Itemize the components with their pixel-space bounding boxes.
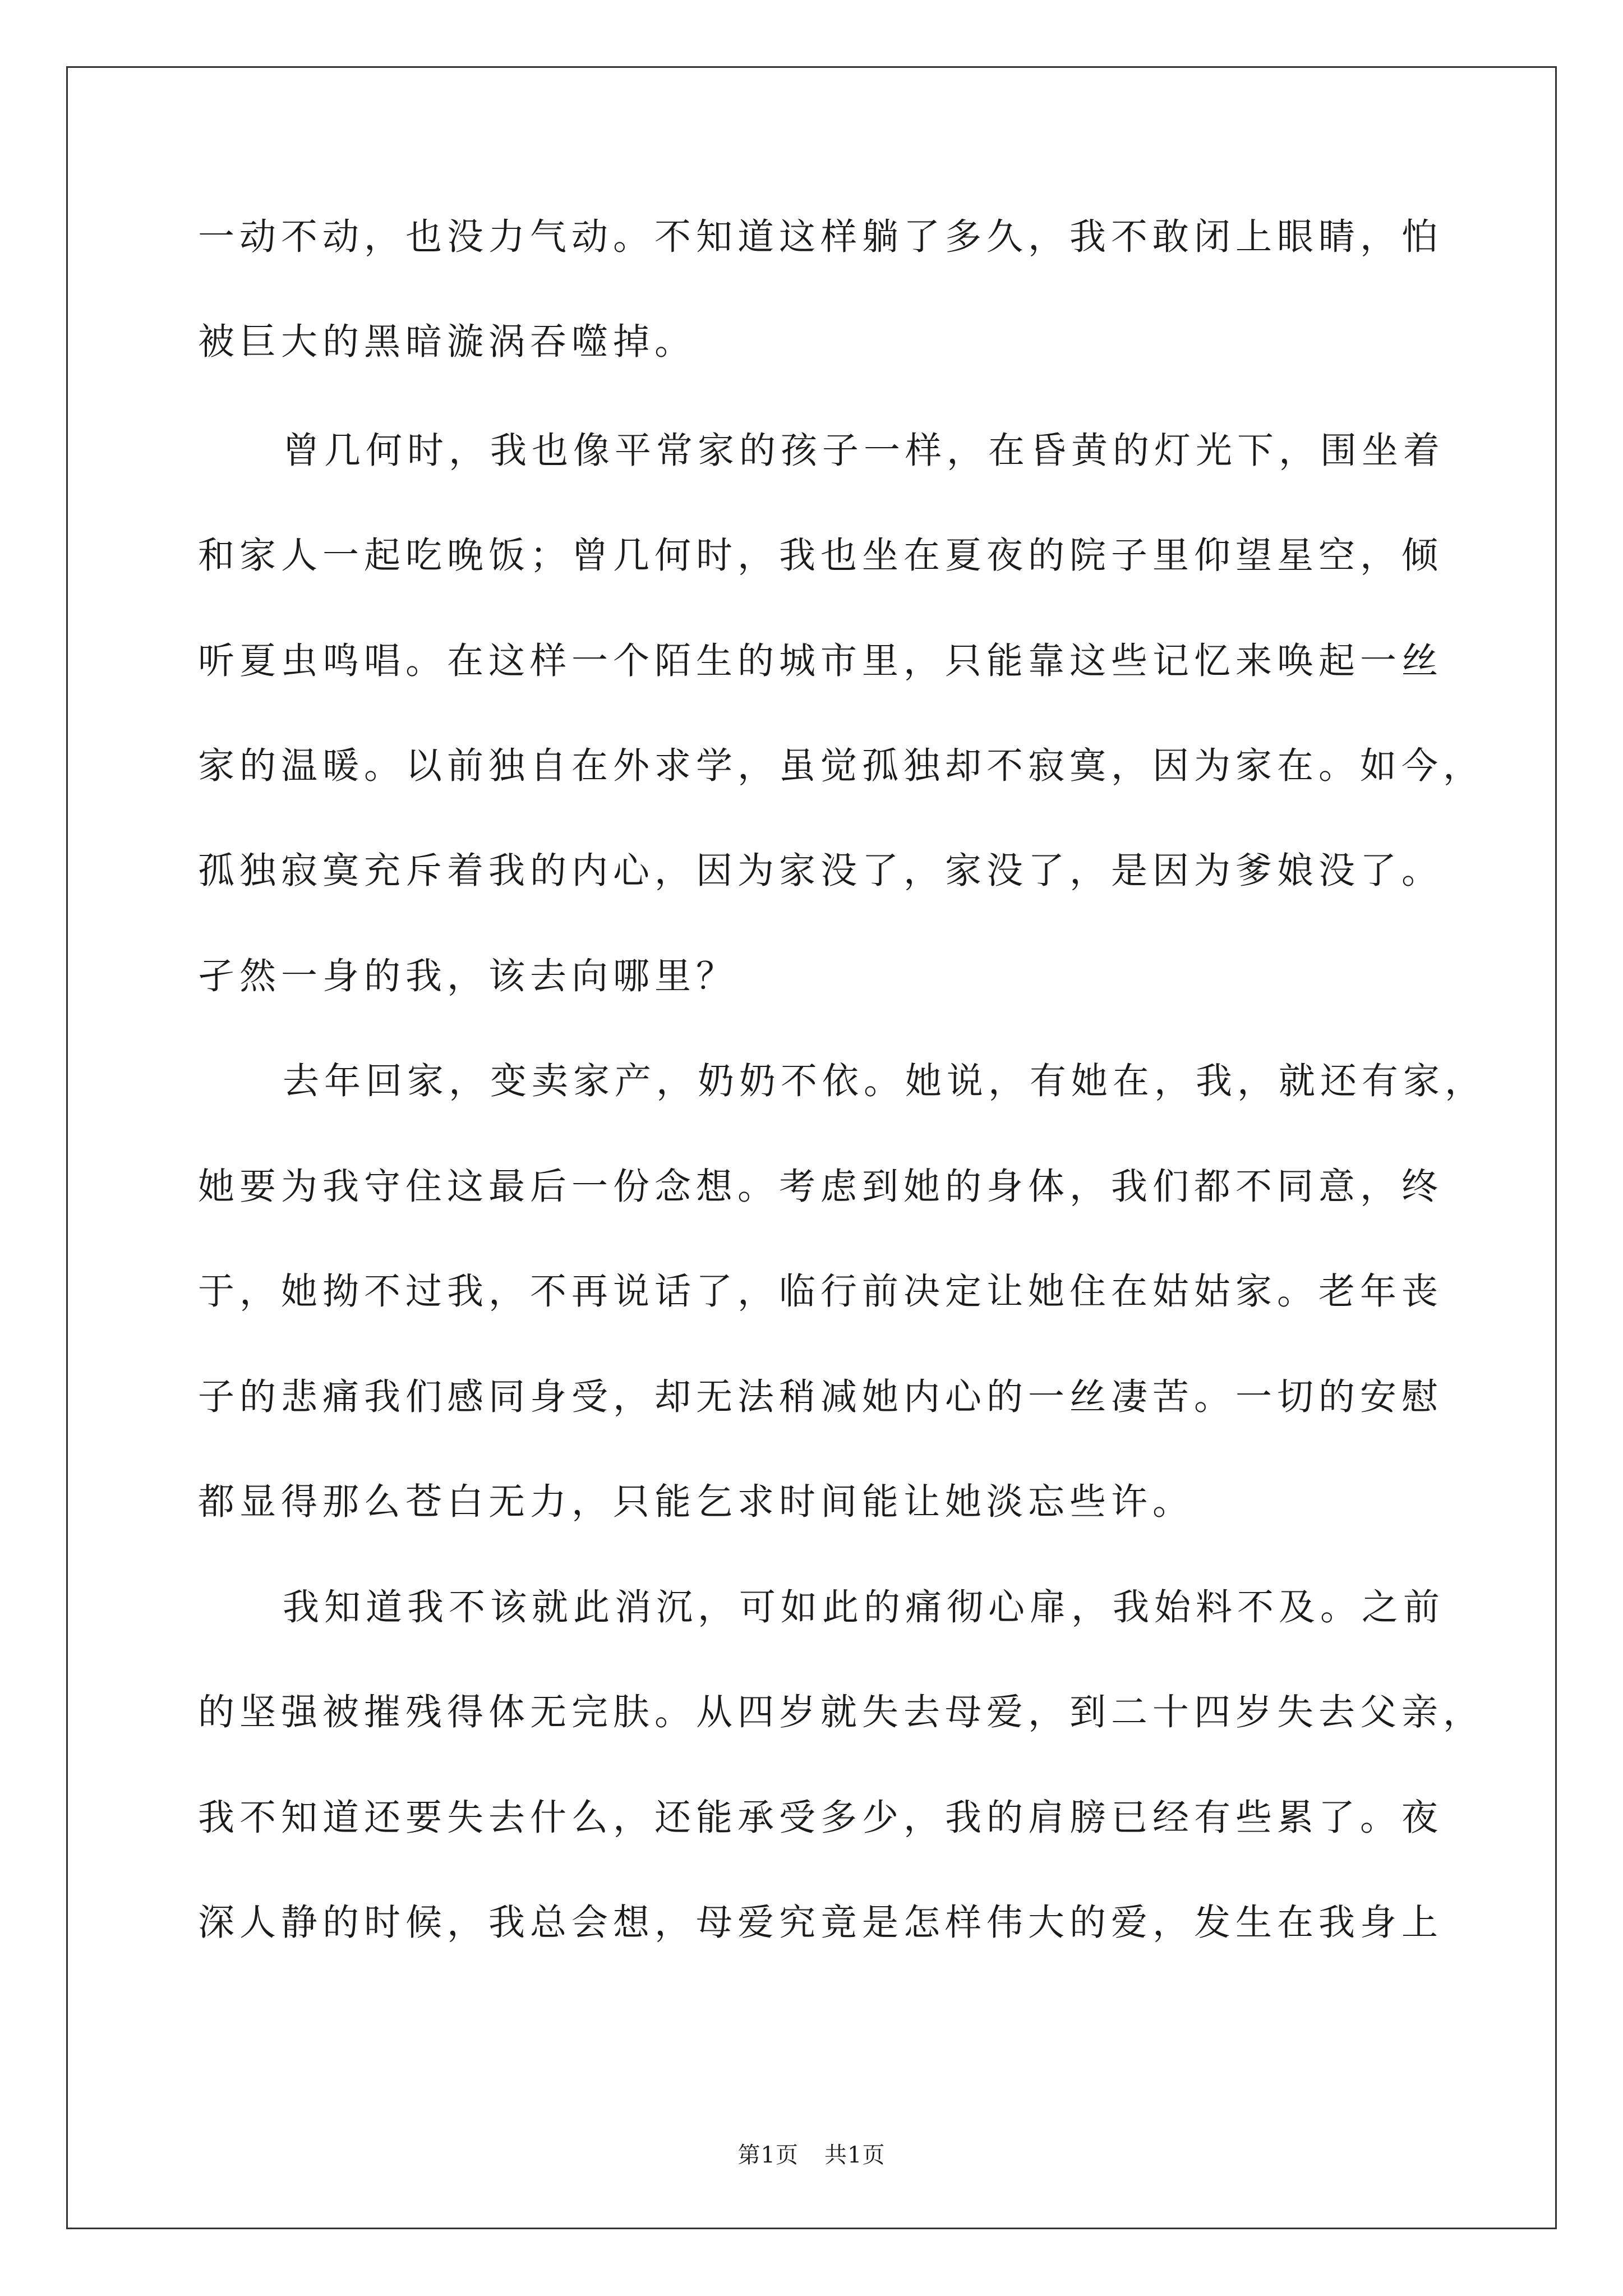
page-number-current: 第1页 — [737, 2142, 799, 2168]
text-line: 于，她拗不过我，不再说话了，临行前决定让她住在姑姑家。老年丧 — [198, 1271, 1444, 1313]
text-line: 子的悲痛我们感同身受，却无法稍减她内心的一丝凄苦。一切的安慰 — [198, 1376, 1444, 1418]
page-footer — [0, 2142, 1623, 2169]
text-line: 孤独寂寞充斥着我的内心，因为家没了，家没了，是因为爹娘没了。 — [198, 850, 1444, 892]
text-line: 的坚强被摧残得体无完肤。从四岁就失去母爱，到二十四岁失去父亲， — [198, 1691, 1485, 1733]
text-line: 我不知道还要失去什么，还能承受多少，我的肩膀已经有些累了。夜 — [198, 1797, 1444, 1839]
text-line: 听夏虫鸣唱。在这样一个陌生的城市里，只能靠这些记忆来唤起一丝 — [198, 640, 1444, 682]
text-line: 都显得那么苍白无力，只能乞求时间能让她淡忘些许。 — [198, 1481, 1195, 1523]
text-line: 和家人一起吃晚饭；曾几何时，我也坐在夏夜的院子里仰望星空，倾 — [198, 535, 1444, 577]
page-number-total: 共1页 — [824, 2142, 886, 2168]
paragraph-start-line: 去年回家，变卖家产，奶奶不依。她说，有她在，我，就还有家， — [283, 1060, 1487, 1102]
text-line: 孑然一身的我，该去向哪里？ — [198, 955, 738, 997]
text-line: 深人静的时候，我总会想，母爱究竟是怎样伟大的爱，发生在我身上 — [198, 1902, 1444, 1944]
paragraph-start-line: 曾几何时，我也像平常家的孩子一样，在昏黄的灯光下，围坐着 — [283, 430, 1445, 472]
text-line: 一动不动，也没力气动。不知道这样躺了多久，我不敢闭上眼睛，怕 — [198, 216, 1444, 258]
text-line: 她要为我守住这最后一份念想。考虑到她的身体，我们都不同意，终 — [198, 1166, 1444, 1208]
paragraph-start-line: 我知道我不该就此消沉，可如此的痛彻心扉，我始料不及。之前 — [283, 1586, 1445, 1628]
text-line: 被巨大的黑暗漩涡吞噬掉。 — [198, 321, 697, 363]
text-line: 家的温暖。以前独自在外求学，虽觉孤独却不寂寞，因为家在。如今， — [198, 745, 1485, 787]
